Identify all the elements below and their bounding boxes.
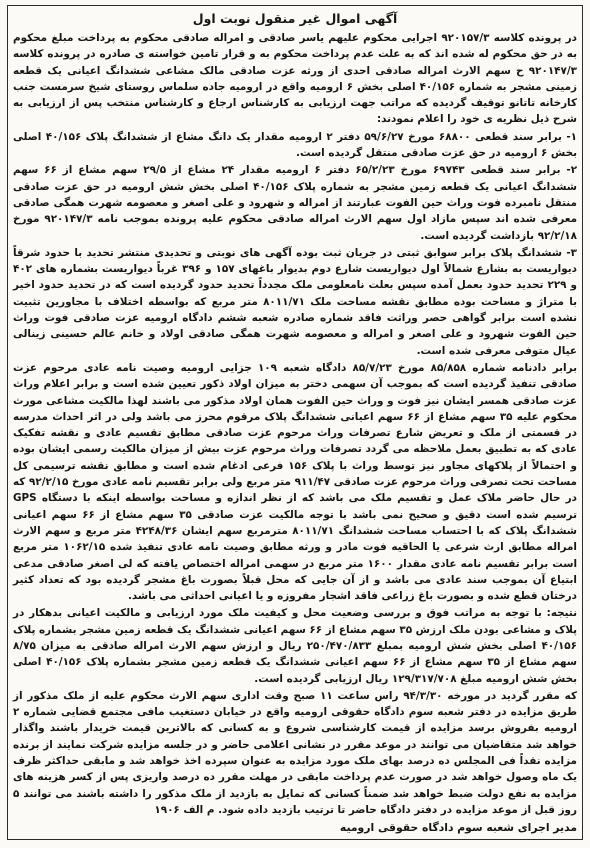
clause-2-paragraph: ۲- برابر سند قطعی ۶۹۷۴۳ مورخ ۶۵/۲/۲۳ دفتر ۶ ارومیه مقدار ۲۴ مشاع از ۲۹/۵ سهم مشاع از ۶۶ سهم ششدانگ اعیانی یک قطعه زمین مشجر به شماره پلاک ۴۰/۱۵۶ اصلی بخش شش ارومیه در حق عزت صادقی منتقل نامبرده فوت وراث حین الفوت عبارتند از امراله و شهرود و علی اصغر و معصومه شهرت همگی صادقی معرفی شده اند سپس مازاد اول سهم الارث امراله صادقی محکوم علیه پرونده بموجب نامه ۹۲۰۱۴۷/۳ مورخ ۹۲/۲/۱۸ بازداشت گردیده است.	[13, 164, 578, 242]
clause-3-paragraph: ۳- ششدانگ پلاک برابر سوابق ثبتی در جریان ثبت بوده آگهی های نوبتی و تحدیدی منتشر تحدید با حدود شرقاً دیواریست به بشارع شمالاً اول دیواریست شارع دوم بدیوار باغهای ۱۵۷ و ۳۹۶ غرباً دیواریست بشماره های ۴۰۲ و ۲۲۹ تحدید حدود بعمل آمده سپس بعلت نامعلومی ملک مجدداً تحدید حدود گردیده است که در تحدید حدود اخیر با متراژ و مساحت بوده مطابق نقشه مساحت ملک ۸۰۱۱/۷۱ متر مربع که بواسطه اختلاف با مجاورین تثبیت نشده است برابر گواهی حصر وراثت فاقد شماره صادره شعبه ششم دادگاه ارومیه عزت صادقی فوت وراث حین الفوت شهرود و علی اصغر و امراله و معصومه شهرت همگی صادقی اولاد و خانم عالم حسینی زینالی عیال متوفی معرفی شده است.	[13, 246, 577, 357]
intro-paragraph: در پرونده کلاسه ۹۲۰۱۵۷/۳ اجرایی محکوم علیهم یاسر صادقی و امراله صادقی محکوم به پرداخت مبلغ محکوم به در حق محکوم له شده اند که به علت عدم پرداخت محکوم به و قرار تامین خواسته ی صادره در پرونده کلاسه ۹۲۰۱۴۷/۳ ح سهم الارث امراله صادقی احدی از ورثه عزت صادقی مالک مشاعی ششدانگ اعیانی یک قطعه زمینی مشجر به شماره ۴۰/۱۵۶ اصلی بخش ۶ ارومیه واقع در ارومیه جاده سلماس روستای شیخ سرمست جنب کارخانه تاتانو توقیف گردیده که مراتب جهت ارزیابی به کارشناس ارجاع و کارشناس منتخب پس از ارزیابی به شرح ذیل نظریه ی خود را اعلام نمودند:	[13, 32, 578, 126]
conclusion-paragraph: نتیجه: با توجه به مراتب فوق و بررسی وضعیت محل و کیفیت ملک مورد ارزیابی و مالکیت اعیانی بدهکار در پلاک و مشاعی بودن ملک ارزش ۳۵ سهم مشاع از ۶۶ سهم اعیانی ششدانگ یک قطعه زمین مشجر بشماره پلاک ۴۰/۱۵۶ اصلی بخش شش ارومیه بمبلغ ۲۵۰/۴۷۰/۸۳۳ ریال و ارزش سهم الارث امراله صادقی به میزان ۸/۷۵ سهم مشاع از ۳۵ سهم مشاع از ۶۶ سهم اعیانی ششدانگ یک قطعه زمین مشجر بشماره پلاک ۴۰/۱۵۶ اصلی بخش شش ارومیه مبلغ ۱۲۹/۳۱۷/۷۰۸ ریال ارزیابی گردیده است.	[13, 607, 577, 685]
court-ruling-paragraph: برابر دادنامه شماره ۸۵/۸۵۸ مورخ ۸۵/۷/۲۳ دادگاه شعبه ۱۰۹ جزایی ارومیه وصیت نامه عادی مرحوم عزت صادقی تنفیذ گردیده است که بموجب آن سهمی دختر به میزان اولاد ذکور تعیین شده است و برابر اعلام وراث عزت صادقی همسر ایشان نیز فوت و وراث حین الفوت همان اولاد مذکور می باشند لهذا مالکیت مشاعی مورث محکوم علیه ۳۵ سهم مشاع از ۶۶ سهم اعیانی ششدانگ پلاک مرقوم محرز می باشد ولی در اثر احداث مدرسه در قسمتی از ملک و تعریض شارع تصرفات وراث مرحوم عزت صادقی مطابق تقسیم عادی و نقشه تفکیک عادی که به تطبیق بعمل ملاحظه می گردد تصرفات وراث مرحوم عزت بیش از میزان مالکیت رسمی ایشان بوده و احتمالاً از پلاکهای مجاور نیز توسط وراث با پلاک ۱۵۶ فرعی ادغام شده است و مطابق نقشه ترسیمی کل مساحت تحت تصرفی وراث مرحوم عزت صادقی ۹۱۱/۴۷ متر مربع ولی برابر تقسیم نامه عادی مورخ ۹۲/۲/۱۵ که در حال حاضر ملاک عمل و تقسیم ملک می باشد که از نظر اندازه و مساحت بواسطه اینکه با دستگاه GPS ترسیم شده است دقیق و صحیح نمی باشد با توجه مالکیت عزت صادقی ۳۵ سهم مشاع از ۶۶ سهم اعیانی ششدانگ پلاک که با احتساب مساحت ششدانگ ۸۰۱۱/۷۱ مترمربع سهم ایشان ۴۲۴۸/۳۶ متر مربع و سهم الارث امراله مطابق ارث شرعی یا الحاقیه فوت مادر و ورثه مطابق وصیت نامه عادی تنفیذ شده ۱۰۶۲/۱۵ متر مربع است برابر تقسیم نامه عادی مقدار ۱۶۰۰ متر مربع در سهمی امراله اختصاص یافته که لی اصغر صادقی مدعی ابتیاع آن بموجب سند عادی می باشد و از آن جایی که محل قبلاً بصورت باغ مشجر گردیده بود که تعداد کثیر درختان قطع شده و بصورت باغ زراعی فاقد اشجار مفروزه و یا اعیانی احداثی می باشد.	[13, 361, 577, 603]
auction-terms-paragraph: که مقرر گردید در مورخه ۹۴/۳/۳۰ راس ساعت ۱۱ صبح وقت اداری سهم الارث محکوم علیه از ملک مذکور از طریق مزایده در دفتر شعبه سوم دادگاه حقوقی ارومیه واقع در خیابان دستغیب مافی مجتمع قضایی شماره ۲ ارومیه بفروش برسد مزایده از قیمت کارشناسی شروع و به کسانی که بالاترین قیمت خریدار باشند واگذار خواهد شد متقاضیان می توانند در موعد مقرر در نشانی اعلامی حاضر و در جلسه مزایده شرکت نمایند از برنده مزایده نقداً فی المجلس ده درصد بهای ملک مورد مزایده به عنوان سپرده اخذ خواهد شد و مابقی حداکثر ظرف یک ماه وصول خواهد شد در صورت عدم پرداخت مابقی در مهلت مقرر ده درصد واریزی پس از کسر هزینه های مزایده به نفع دولت ضبط خواهد شد ضمناً کسانی که تمایل به بازدید از ملک مذکور را داشته باشند می توانند ۵ روز قبل از موعد مزایده در دفتر دادگاه حاضر تا ترتیب بازدید داده شود. م الف ۱۹۰۶	[13, 689, 577, 816]
clause-1-paragraph: ۱- برابر سند قطعی ۶۸۸۰۰ مورخ ۵۹/۶/۲۷ دفتر ۲ ارومیه مقدار یک دانگ مشاع از ششدانگ پلاک ۴۰/۱۵۶ اصلی بخش ۶ ارومیه در حق عزت صادقی منتقل گردیده است.	[13, 130, 577, 160]
notice-title: آگهی اموال غیر منقول نوبت اول	[192, 11, 398, 26]
signature-line: مدیر اجرای شعبه سوم دادگاه حقوقی ارومیه	[339, 821, 577, 835]
notice-frame	[7, 5, 583, 840]
